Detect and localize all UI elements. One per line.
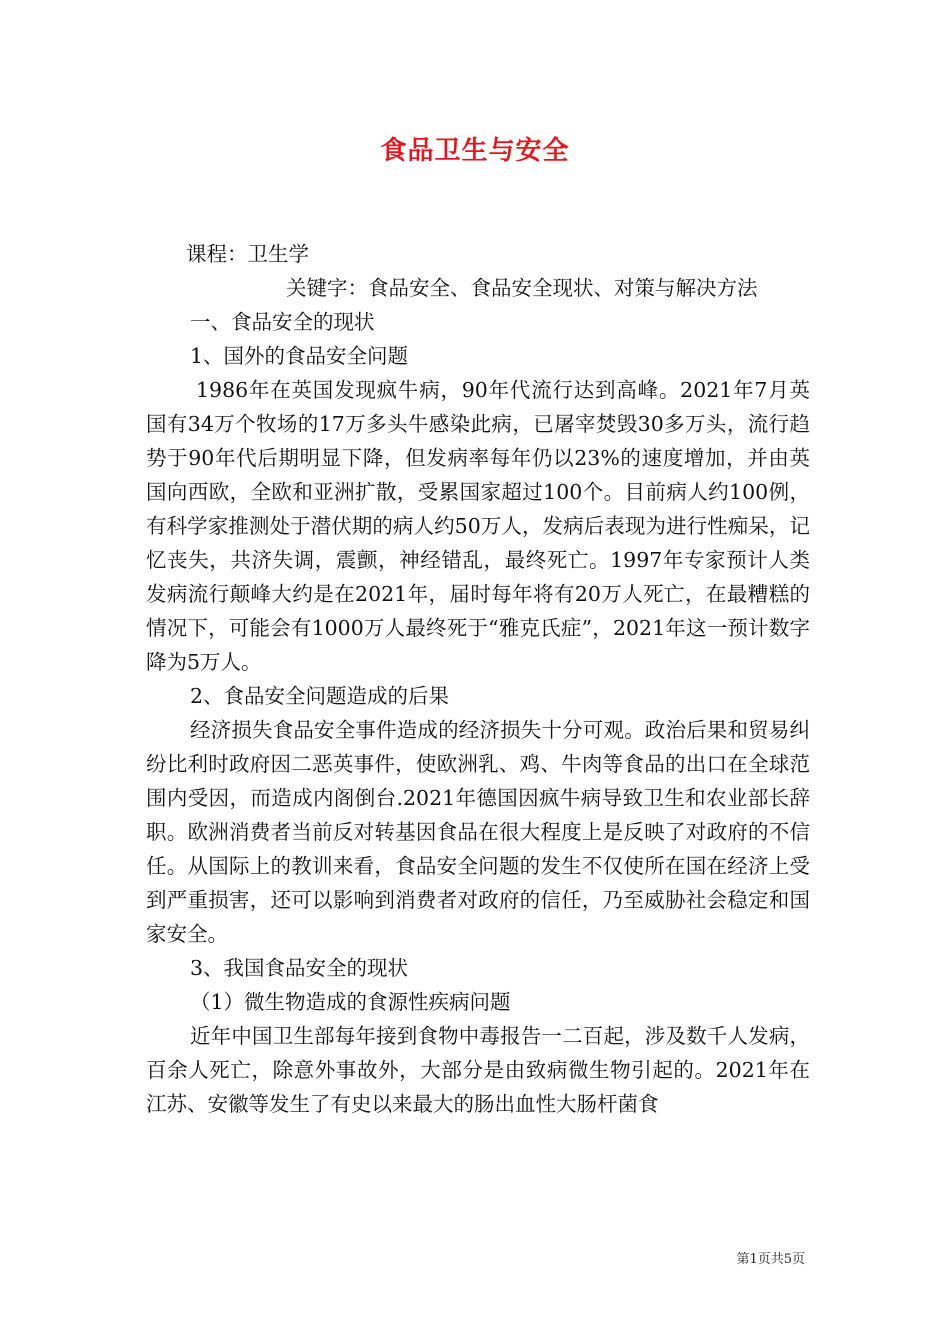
section-heading: 3、我国食品安全的现状: [190, 956, 409, 980]
body-paragraph: 近年中国卫生部每年接到食物中毒报告一二百起，涉及数千人发病，百余人死亡，除意外事故外，大部分是由致病微生物引起的。2021年在江苏、安徽等发生了有史以来最大的肠出血性大肠杆菌食: [146, 1024, 810, 1116]
section-heading: （1）微生物造成的食源性疾病问题: [190, 990, 511, 1014]
body-paragraph: 经济损失食品安全事件造成的经济损失十分可观。政治后果和贸易纠纷比利时政府因二恶英事件，使欧洲乳、鸡、牛肉等食品的出口在全球范围内受因，而造成内阁倒台.2021年德国因疯牛病导致卫生和农业部长辞职。欧洲消费者当前反对转基因食品在很大程度上是反映了对政府的不信任。从国际上的教训来看，食品安全问题的发生不仅使所在国在经济上受到严重损害，还可以影响到消费者对政府的信任，乃至威胁社会稳定和国家安全。: [146, 718, 810, 946]
section-heading: 一、食品安全的现状: [190, 310, 375, 334]
section-heading: 2、食品安全问题造成的后果: [190, 684, 450, 708]
body-paragraph: 1986年在英国发现疯牛病，90年代流行达到高峰。2021年7月英国有34万个牧场的17万多头牛感染此病，已屠宰焚毁30多万头，流行趋势于90年代后期明显下降，但发病率每年仍以23%的速度增加，并由英国向西欧，全欧和亚洲扩散，受累国家超过100个。目前病人约100例，有科学家推测处于潜伏期的病人约50万人，发病后表现为进行性痴呆，记忆丧失，共济失调，震颤，神经错乱，最终死亡。1997年专家预计人类发病流行颠峰大约是在2021年，届时每年将有20万人死亡，在最糟糕的情况下，可能会有1000万人最终死于“雅克氏症”，2021年这一预计数字降为5万人。: [146, 378, 810, 674]
course-line: 课程：卫生学: [186, 242, 309, 266]
document-body: [146, 237, 810, 1121]
document-title: 食品卫生与安全: [380, 136, 570, 166]
section-heading: 1、国外的食品安全问题: [190, 344, 409, 368]
page-number: 第1页共5页: [736, 1252, 805, 1267]
keywords-line: 关键字：食品安全、食品安全现状、对策与解决方法: [286, 276, 758, 300]
